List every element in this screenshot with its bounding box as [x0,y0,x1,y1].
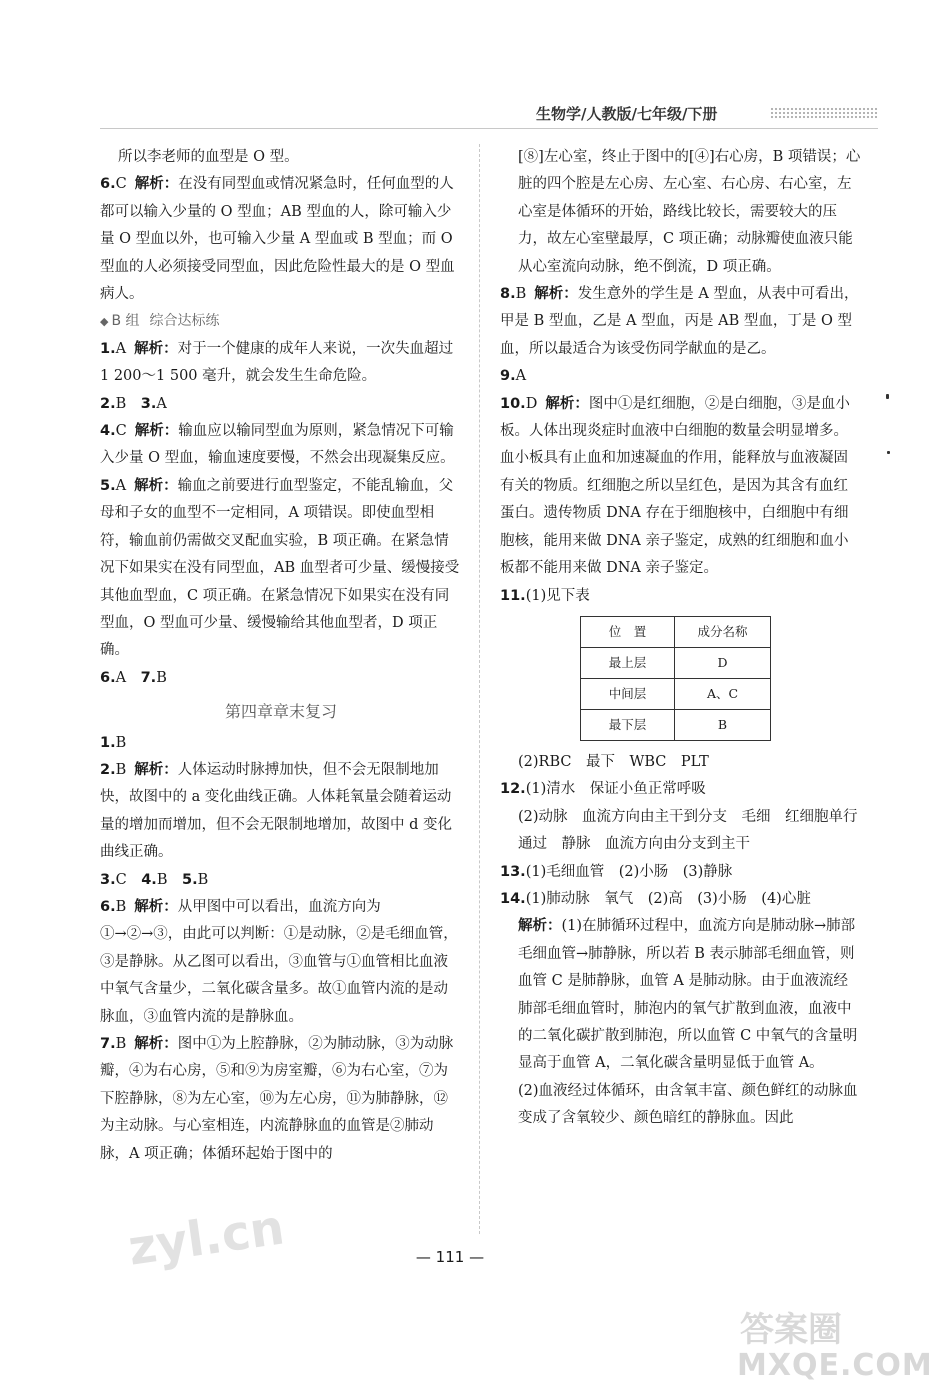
scan-speck [886,394,889,399]
question-number: 13. [500,863,526,880]
analysis-label: 解析： [134,477,178,494]
answer-item-r11 [500,583,862,610]
right-column [500,144,862,1133]
question-number: 2. [100,761,116,778]
analysis-text: 人体运动时脉搏加快，但不会无限制地加快，故图中的 a 变化曲线正确。人体耗氧量会随着运动量的增加而增加，但不会无限制地增加，故图中 d 变化曲线正确。 [100,761,452,861]
group-name: B 组 [111,313,140,330]
answer-choice: A [115,477,127,494]
answer-choice: B [197,871,209,888]
answer-choice: B [115,734,127,751]
answer-item-r10 [500,391,862,583]
page-number: — 111 — [415,1248,485,1266]
analysis-label: 解析： [134,1036,178,1052]
answer-text: (1)毛细血管 (2)小肠 (3)静脉 [525,863,733,880]
answer-choice: A [115,669,127,686]
analysis-label: 解析： [134,423,179,440]
header-rule [100,128,878,129]
question-number: 3. [100,871,116,888]
analysis-label: 解析： [134,176,179,193]
answer-item-r12 [500,776,862,803]
answer-item-r3-r5 [100,867,462,894]
analysis-label: 解析： [134,898,178,915]
blood-components-table [580,616,771,741]
scan-speck [887,451,890,454]
answer-analysis-part2: (2)血液经过体循环，由含氧丰富、颜色鲜红的动脉血变成了含氧较少、颜色暗红的静脉血。因此 [518,1082,858,1127]
section-title: 第四章章末复习 [224,702,337,722]
table-cell: A、C [675,678,771,709]
question-number: 5. [181,871,198,888]
answer-choice: B [115,395,127,412]
question-number: 6. [100,176,116,193]
analysis-text: 从甲图中可以看出，血流方向为①→②→③，由此可以判断：①是动脉，②是毛细血管，③是静脉。从乙图可以看出，③血管与①血管相比血液中氧气含量少，二氧化碳含量多。故①血管内流的是动脉血，③血管内流的是静脉血。 [100,898,458,1025]
watermark-daan: 答案圈 [740,1310,842,1350]
question-number: 4. [141,871,157,888]
question-number: 7. [100,1036,116,1052]
analysis-label: 解析： [545,395,589,412]
answer-item-r6 [100,894,462,1031]
analysis-label: 解析： [534,286,578,303]
analysis-text: 图中①是红细胞，②是白细胞，③是血小板。人体出现炎症时血液中白细胞的数量会明显增多。血小板具有止血和加速凝血的作用，能释放与血液凝固有关的物质。红细胞之所以呈红色，是因为其含有血红蛋白。遗传物质 DNA 存在于细胞核中，白细胞中有细胞核，能用来做 DNA 亲子鉴定，成熟的红细胞和血小板都不能用来做 DNA 亲子鉴定。 [500,395,850,577]
answer-choice: B [515,286,527,303]
table-header-cell: 成分名称 [675,616,771,647]
answer-item-r2 [100,757,462,867]
question-number: 3. [140,395,157,412]
question-number: 6. [100,898,116,915]
question-number: 12. [500,781,526,798]
answer-subpart: (2)RBC 最下 WBC PLT [518,753,709,770]
answer-choice: D [525,395,538,412]
table-row [581,678,771,709]
answer-choice: A [115,340,127,357]
table-cell: 最上层 [581,647,675,678]
watermark-zyl: zyl.cn [124,1199,288,1277]
left-column [100,144,462,1168]
question-number: 2. [100,395,116,412]
table-cell: B [675,709,771,740]
answer-choice: A [156,395,167,412]
analysis-text: 图中①为上腔静脉，②为肺动脉，③为动脉瓣，④为右心房，⑤和⑨为房室瓣，⑥为右心室，⑦为下腔静脉，⑧为左心室，⑩为左心房，⑪为肺静脉，⑫为主动脉。与心室相连，内流静脉血的血管是②肺动脉，A 项正确；体循环起始于图中的 [100,1036,454,1162]
answer-item-r7 [100,1031,462,1168]
answer-analysis [500,913,862,1077]
answer-item-b5 [100,473,462,665]
question-number: 6. [100,669,116,686]
answer-choice: B [115,898,127,915]
analysis-label: 解析： [134,340,178,357]
column-divider [479,144,480,1234]
answer-item-b1 [100,336,462,391]
answer-item-6 [100,171,462,308]
answer-item-b6-b7 [100,665,462,692]
question-number: 4. [100,423,116,440]
header-title: 生物学/人教版/七年级/下册 [536,105,718,123]
answer-choice: B [156,669,167,686]
group-heading [100,308,462,335]
analysis-text: (1)在肺循环过程中，血流方向是肺动脉→肺部毛细血管→肺静脉，所以若 B 表示肺部毛细血管，则血管 C 是肺静脉，血管 A 是肺动脉。由于血液流经肺部毛细血管时，肺泡内的氧气扩散到血液，血液中的二氧化碳扩散到肺泡，所以血管 C 中氧气的含量明显高于血管 A，二氧化碳含量明显低于血管 A。 [518,918,858,1072]
answer-item-r1 [100,730,462,757]
question-number: 1. [100,734,116,751]
analysis-text: 输血之前要进行血型鉴定，不能乱输血，父母和子女的血型不一定相同，A 项错误。即使血型相符，输血前仍需做交叉配血实验，B 项正确。在紧急情况下如果实在没有同型血，AB 血型者可少量、缓慢接受其他血型血，C 项正确。在紧急情况下如果实在没有同型血，O 型血可少量、缓慢输给其他血型者，D 项正确。 [100,477,460,659]
analysis-label: 解析： [134,761,178,778]
answer-item-r9 [500,363,862,390]
question-number: 1. [100,340,116,357]
answer-text: (1)见下表 [525,587,590,604]
answer-item-r8 [500,281,862,363]
answer-text: (1)清水 保证小鱼正常呼吸 [525,781,706,798]
answer-choice: C [115,176,127,193]
table-header-row [581,616,771,647]
answer-continuation: 所以李老师的血型是 O 型。 [118,149,299,165]
answer-choice: C [115,423,127,440]
watermark-mxqe: MXQE.COM [737,1348,933,1383]
answer-choice: B [156,871,168,888]
table-row [581,709,771,740]
table-header-cell: 位 置 [581,616,675,647]
question-number: 9. [500,368,516,385]
table-row [581,647,771,678]
header-dot-pattern [770,107,878,119]
table-cell: 最下层 [581,709,675,740]
table-cell: D [675,647,771,678]
question-number: 8. [500,286,516,303]
analysis-text: 发生意外的学生是 A 型血，从表中可看出，甲是 B 型血，乙是 A 型血，丙是 AB 型血，丁是 O 型血，所以最适合为该受伤同学献血的是乙。 [500,286,859,357]
question-number: 11. [500,587,526,604]
answer-item-b4 [100,418,462,473]
answer-choice: B [115,761,127,778]
question-number: 10. [500,395,526,412]
answer-choice: A [515,368,527,385]
diamond-bullet-icon: ◆ [100,315,109,329]
answer-text: (1)肺动脉 氧气 (2)高 (3)小肠 (4)心脏 [525,890,811,907]
analysis-text: 对于一个健康的成年人来说，一次失血超过 1 200～1 500 毫升，就会发生生命危险。 [100,340,454,385]
question-number: 7. [140,669,157,686]
answer-item-b2-b3 [100,391,462,418]
question-number: 14. [500,890,526,907]
group-title: 综合达标练 [149,313,220,330]
answer-subpart: (2)动脉 血流方向由主干到分支 毛细 红细胞单行通过 静脉 血流方向由分支到主干 [518,808,858,853]
table-cell: 中间层 [581,678,675,709]
question-number: 5. [100,477,116,494]
analysis-label: 解析： [518,918,562,935]
answer-item-r13 [500,859,862,886]
analysis-text: 在没有同型血或情况紧急时，任何血型的人都可以输入少量的 O 型血；AB 型血的人，除可输入少量 O 型血以外，也可输入少量 A 型血或 B 型血；而 O 型血的人必须接受同型血，因此危险性最大的是 O 型血病人。 [100,176,455,303]
answer-choice: B [115,1036,127,1052]
answer-continuation: [⑧]左心室，终止于图中的[④]右心房，B 项错误；心脏的四个腔是左心房、左心室、右心房、右心室，左心室是体循环的开始，路线比较长，需要较大的压力，故左心室壁最厚，C 项正确；动脉瓣使血液只能从心室流向动脉，绝不倒流，D 项正确。 [518,149,861,275]
answer-item-r14 [500,886,862,913]
analysis-text: 输血应以输同型血为原则，紧急情况下可输入少量 O 型血，输血速度要慢，不然会出现凝集反应。 [100,423,455,467]
answer-choice: C [115,871,127,888]
